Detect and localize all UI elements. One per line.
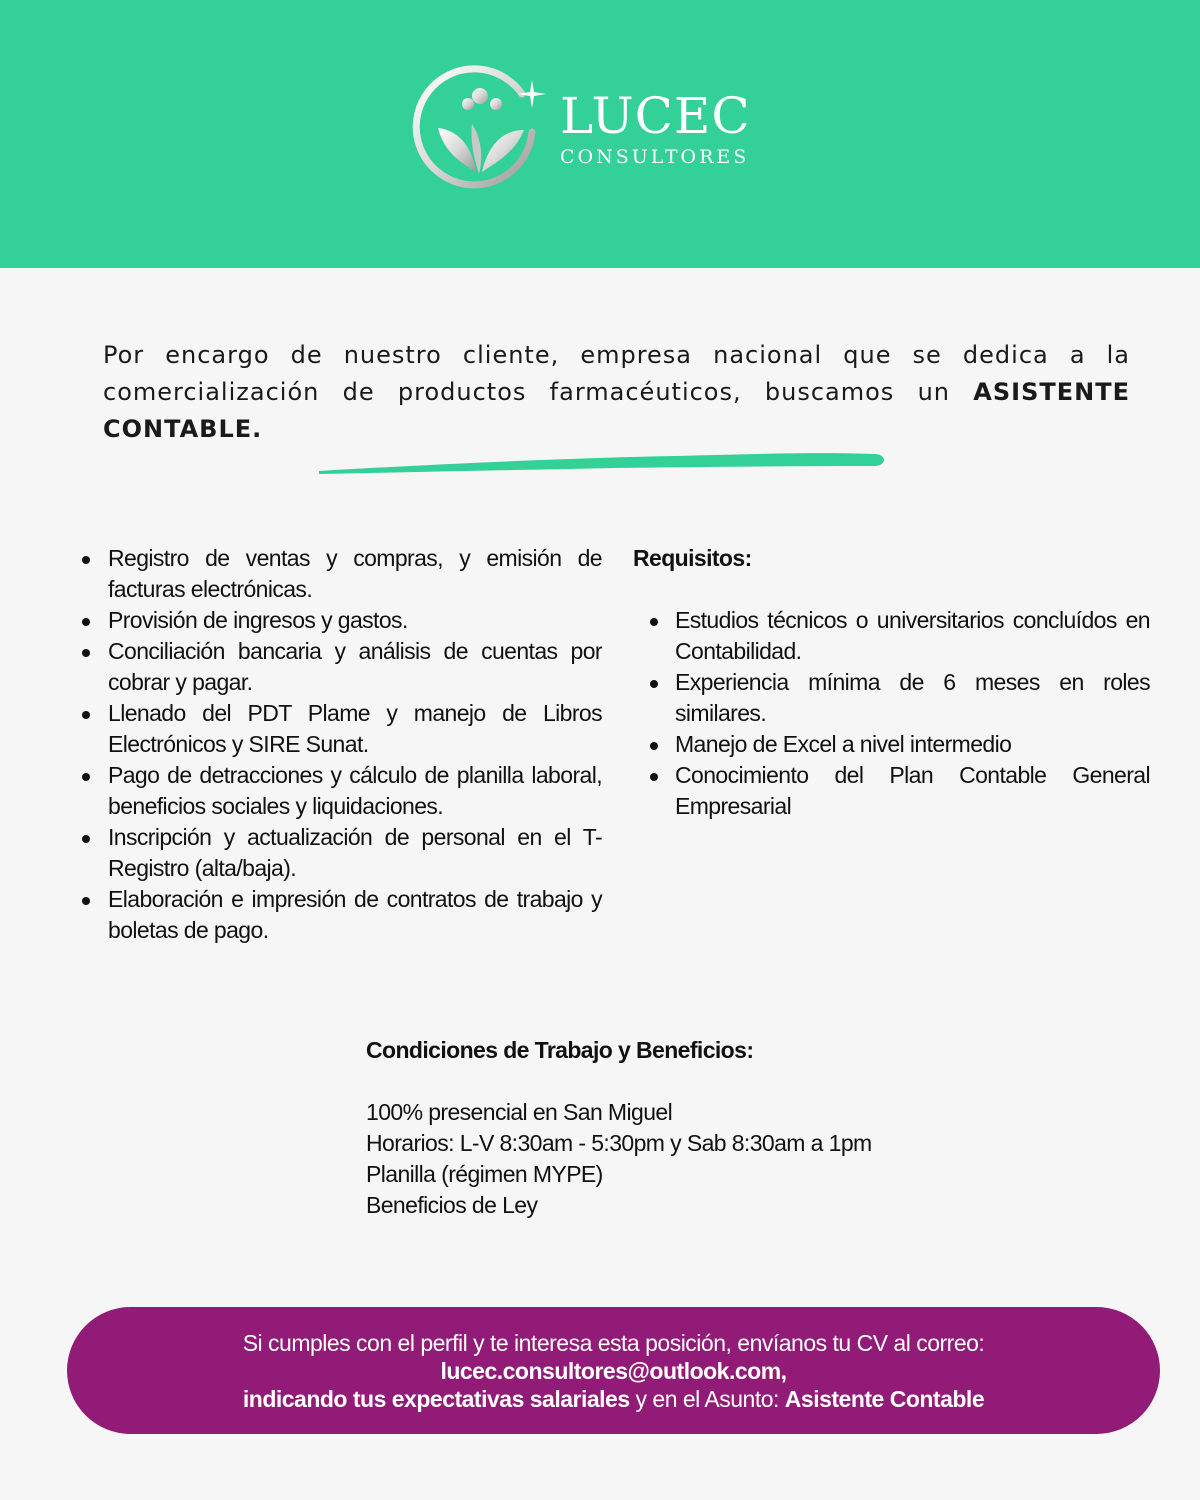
bullet-icon <box>650 618 658 626</box>
condition-line: Planilla (régimen MYPE) <box>366 1161 603 1187</box>
email-subject: Asistente Contable <box>784 1386 985 1412</box>
requirements-column <box>633 543 1150 822</box>
list-item: Llenado del PDT Plame y manejo de Libros Electrónicos y SIRE Sunat. <box>80 698 602 760</box>
responsibilities-list <box>80 543 602 946</box>
intro-paragraph <box>103 337 1130 448</box>
condition-line: Beneficios de Ley <box>366 1192 538 1218</box>
bullet-icon <box>650 742 658 750</box>
bullet-icon <box>82 556 90 564</box>
contact-email[interactable]: lucec.consultores@outlook.com, <box>440 1358 787 1384</box>
header-banner <box>0 0 1200 268</box>
responsibilities-column <box>80 543 602 946</box>
intro-text: Por encargo de nuestro cliente, empresa nacional que se dedica a la comercialización de productos farmacéuticos, buscamos un <box>103 341 1130 406</box>
call-to-action-banner <box>67 1307 1160 1434</box>
lucec-logo-icon <box>410 62 550 192</box>
list-item: Registro de ventas y compras, y emisión de facturas electrónicas. <box>80 543 602 605</box>
condition-line: Horarios: L-V 8:30am - 5:30pm y Sab 8:30am a 1pm <box>366 1130 872 1156</box>
requirements-title: Requisitos: <box>633 545 752 571</box>
bullet-icon <box>82 711 90 719</box>
brand-subtitle: CONSULTORES <box>560 146 750 168</box>
bullet-icon <box>82 618 90 626</box>
list-item: Provisión de ingresos y gastos. <box>80 605 602 636</box>
condition-line: 100% presencial en San Miguel <box>366 1099 673 1125</box>
list-item: Conocimiento del Plan Contable General Empresarial <box>633 760 1150 822</box>
bullet-icon <box>650 680 658 688</box>
list-item: Estudios técnicos o universitarios concluídos en Contabilidad. <box>633 605 1150 667</box>
list-item: Manejo de Excel a nivel intermedio <box>633 729 1150 760</box>
position-title: ASISTENTE CONTABLE. <box>103 378 1130 443</box>
bullet-icon <box>82 649 90 657</box>
list-item: Elaboración e impresión de contratos de trabajo y boletas de pago. <box>80 884 602 946</box>
bullet-icon <box>82 897 90 905</box>
conditions-title: Condiciones de Trabajo y Beneficios: <box>366 1037 754 1063</box>
list-item: Conciliación bancaria y análisis de cuentas por cobrar y pagar. <box>80 636 602 698</box>
list-item: Inscripción y actualización de personal en el T-Registro (alta/baja). <box>80 822 602 884</box>
bullet-icon <box>82 773 90 781</box>
cta-instruction: Si cumples con el perfil y te interesa esta posición, envíanos tu CV al correo: <box>242 1330 985 1356</box>
list-item: Experiencia mínima de 6 meses en roles similares. <box>633 667 1150 729</box>
bullet-icon <box>650 773 658 781</box>
list-item: Pago de detracciones y cálculo de planilla laboral, beneficios sociales y liquidaciones. <box>80 760 602 822</box>
bullet-icon <box>82 835 90 843</box>
cta-subject-line: indicando tus expectativas salariales y en el Asunto: Asistente Contable <box>242 1386 985 1412</box>
brush-stroke-divider <box>315 446 887 478</box>
requirements-list <box>633 605 1150 822</box>
brand-name: LUCEC <box>560 87 751 145</box>
conditions-section <box>366 1035 986 1221</box>
